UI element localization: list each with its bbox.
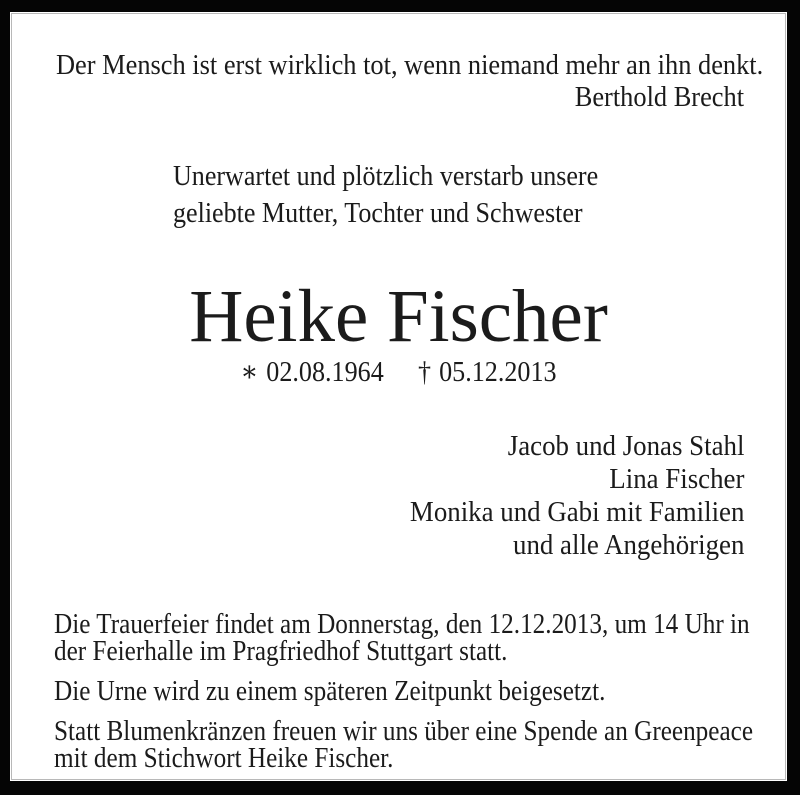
mourner-line: Lina Fischer (608, 464, 744, 495)
death-date-value: 05.12.2013 (439, 356, 557, 388)
born-star-symbol: ∗ (240, 356, 259, 388)
died-dagger-symbol: † (417, 356, 431, 388)
funeral-info-line: der Feierhalle im Pragfriedhof Stuttgart statt. (54, 636, 508, 667)
intro-text (173, 158, 598, 232)
funeral-info-line: Die Trauerfeier findet am Donnerstag, den 12.12.2013, um 14 Uhr in (54, 609, 750, 640)
quote-text: Der Mensch ist erst wirklich tot, wenn niemand mehr an ihn denkt. (56, 49, 764, 81)
donation-request-paragraph (54, 718, 753, 772)
quote-author: Berthold Brecht (574, 81, 744, 113)
urn-info-line: Die Urne wird zu einem späteren Zeitpunkt beigesetzt. (54, 676, 606, 707)
birth-date (240, 356, 383, 388)
birth-date-value: 02.08.1964 (266, 356, 384, 388)
deceased-name: Heike Fischer (189, 275, 608, 358)
life-dates (49, 355, 748, 389)
donation-request-line: mit dem Stichwort Heike Fischer. (54, 743, 394, 774)
mourner-line: Jacob und Jonas Stahl (507, 431, 744, 462)
funeral-info-paragraph (54, 611, 750, 665)
urn-info-paragraph (54, 678, 605, 705)
mourner-line: und alle Angehörigen (512, 530, 744, 561)
intro-line: Unerwartet und plötzlich verstarb unsere (173, 161, 599, 192)
intro-line: geliebte Mutter, Tochter und Schwester (173, 198, 583, 229)
death-date (418, 356, 557, 388)
mourners-list (410, 430, 744, 562)
donation-request-line: Statt Blumenkränzen freuen wir uns über eine Spende an Greenpeace (54, 716, 754, 747)
mourner-line: Monika und Gabi mit Familien (409, 497, 744, 528)
